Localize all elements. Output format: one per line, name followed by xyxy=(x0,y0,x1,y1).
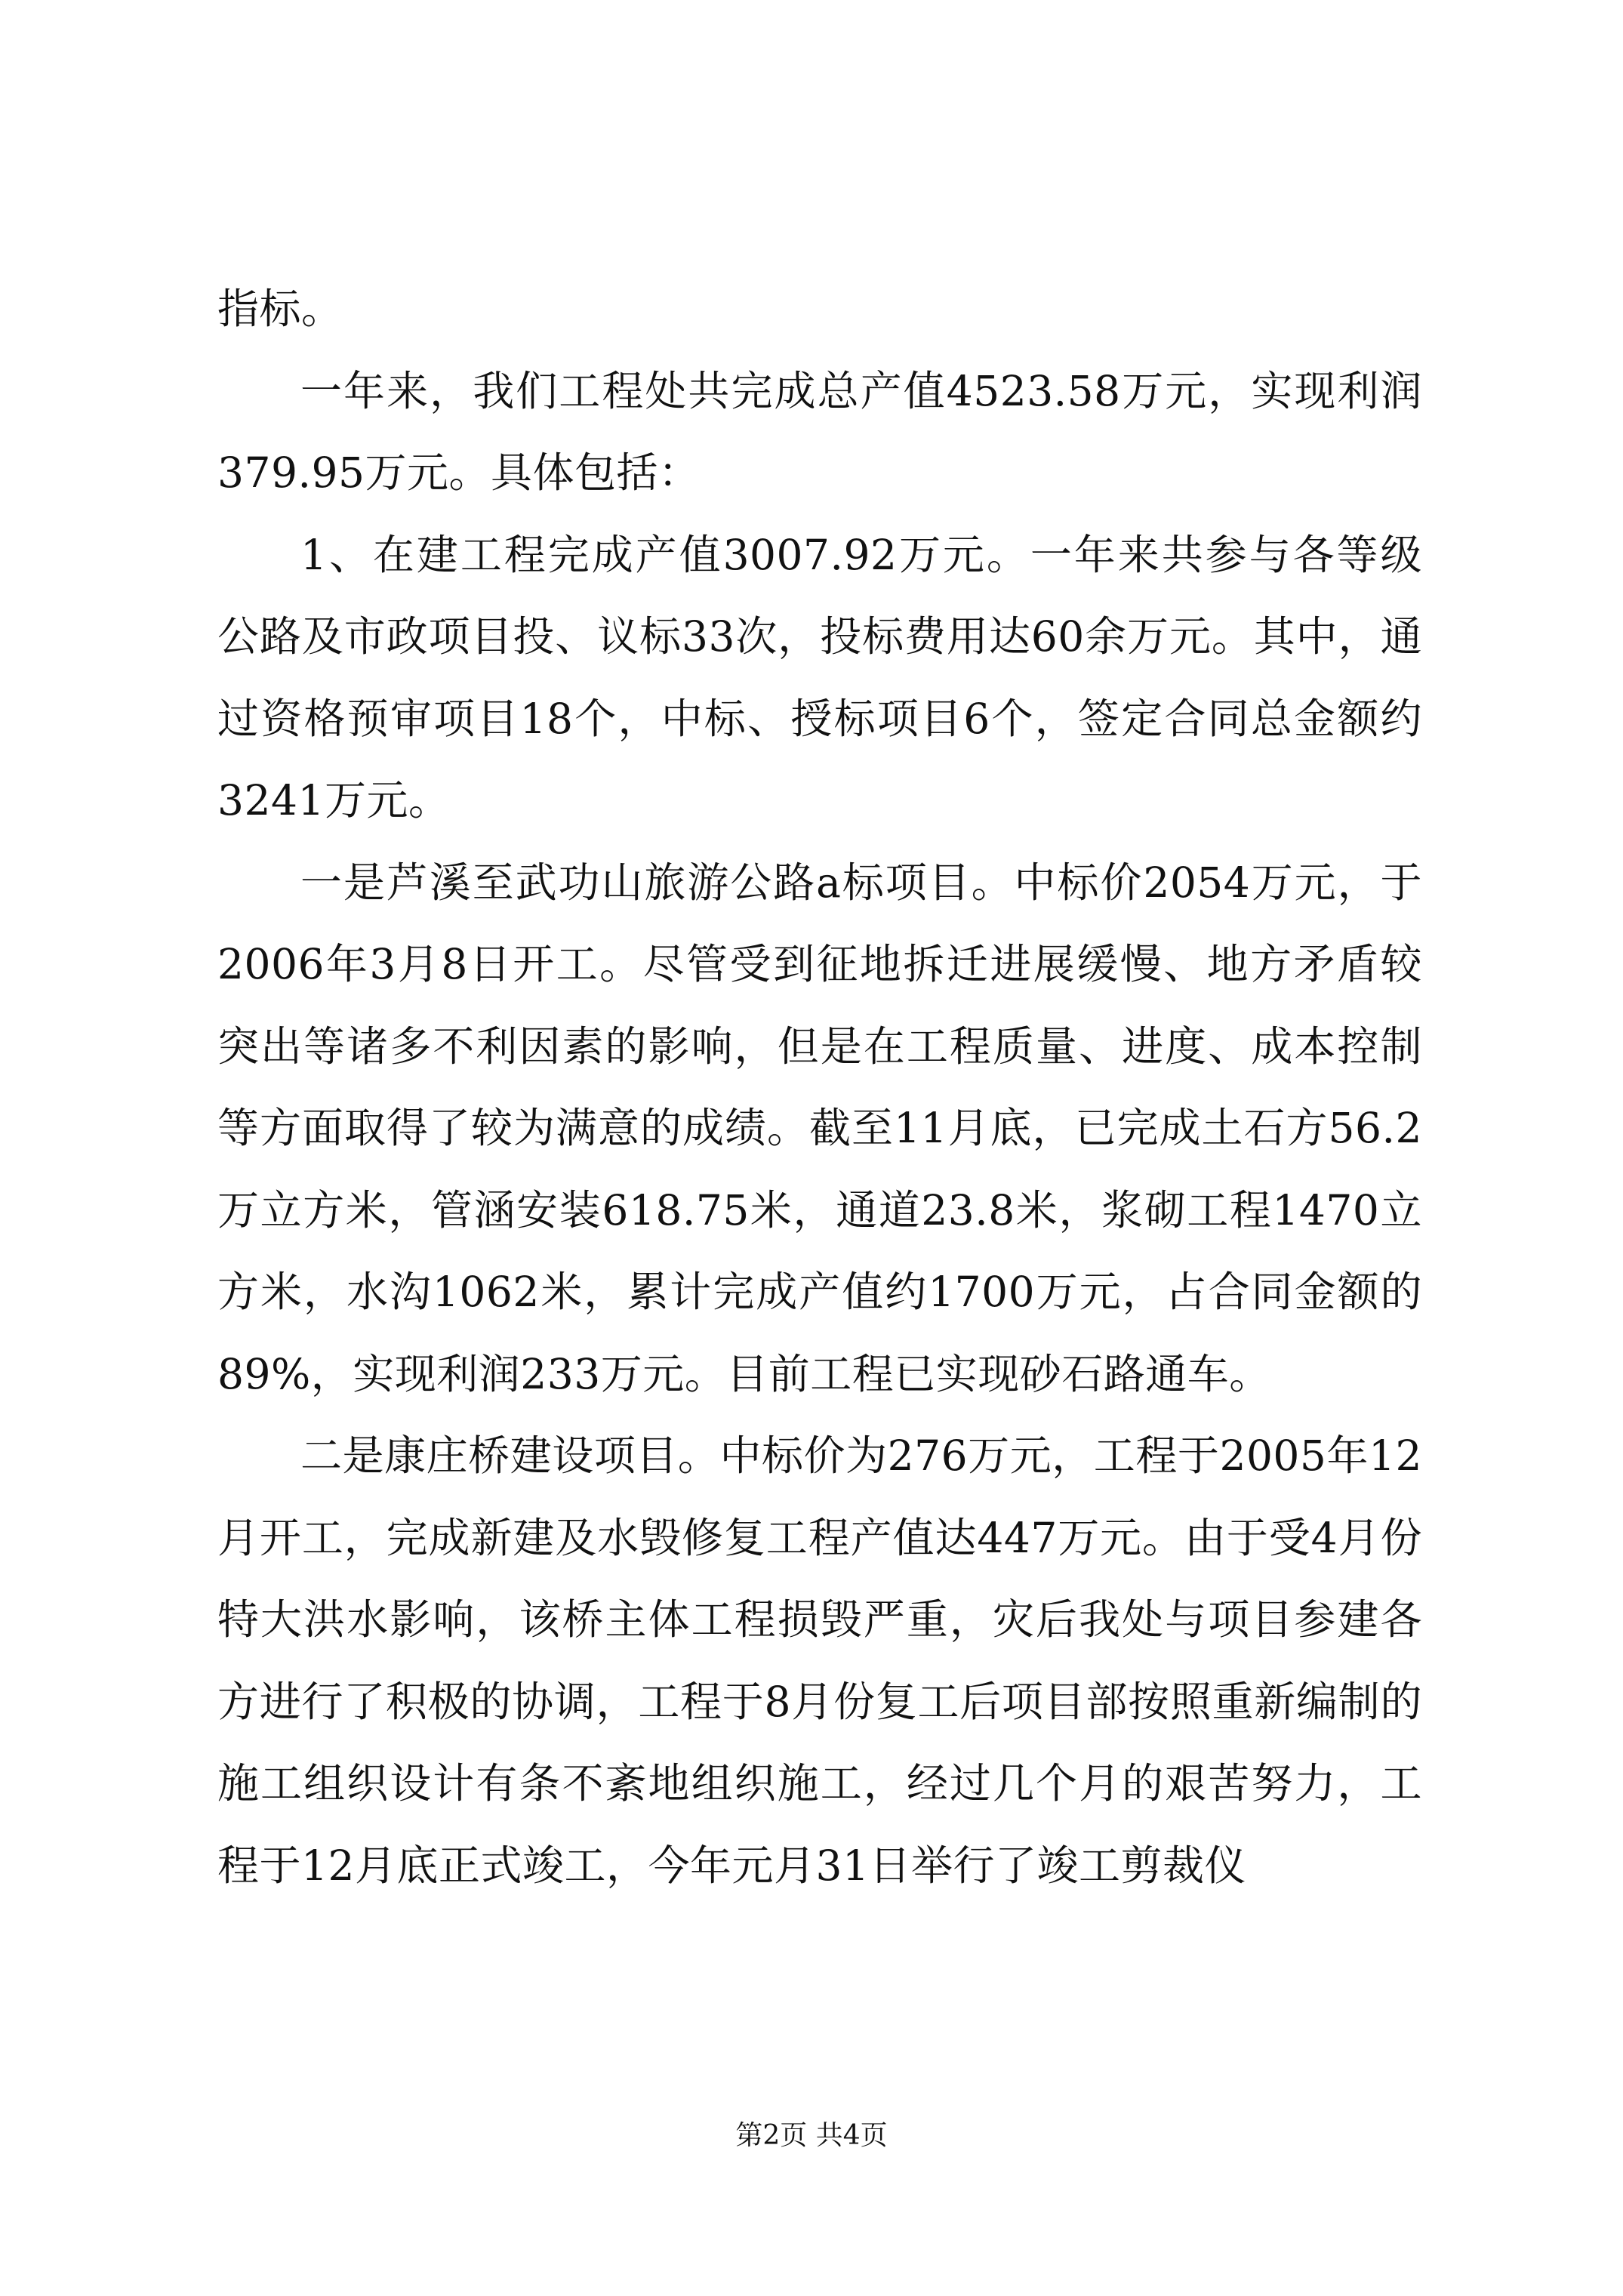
paragraph-continuation: 指标。 xyxy=(217,285,343,333)
paragraph-project-kangzhuang: 二是康庄桥建设项目。中标价为276万元，工程于2005年12月开工，完成新建及水毁修复工程产值达447万元。由于受4月份特大洪水影响，该桥主体工程损毁严重，灾后我处与项目参建各方进行了积极的协调，工程于8月份复工后项目部按照重新编制的施工组织设计有条不紊地组织施工，经过几个月的艰苦努力，工程于12月底正式竣工，今年元月31日举行了竣工剪裁仪 xyxy=(217,1432,1422,1890)
paragraph-project-luxi: 一是芦溪至武功山旅游公路a标项目。中标价2054万元，于2006年3月8日开工。尽管受到征地拆迁进展缓慢、地方矛盾较突出等诸多不利因素的影响，但是在工程质量、进度、成本控制等方面取得了较为满意的成绩。截至11月底，已完成土石方56.2万立方米，管涵安装618.75米，通道23.8米，浆砌工程1470立方米，水沟1062米，累计完成产值约1700万元，占合同金额的89%，实现利润233万元。目前工程已实现砂石路通车。 xyxy=(217,858,1422,1398)
paragraph-summary: 一年来，我们工程处共完成总产值4523.58万元，实现利润379.95万元。具体包括： xyxy=(217,366,1422,497)
page-number-footer: 第2页 共4页 xyxy=(735,2120,888,2151)
paragraph-item-1: 1、在建工程完成产值3007.92万元。一年来共参与各等级公路及市政项目投、议标33次，投标费用达60余万元。其中，通过资格预审项目18个，中标、授标项目6个，签定合同总金额约3241万元。 xyxy=(217,530,1422,824)
document-body xyxy=(217,268,1422,1906)
